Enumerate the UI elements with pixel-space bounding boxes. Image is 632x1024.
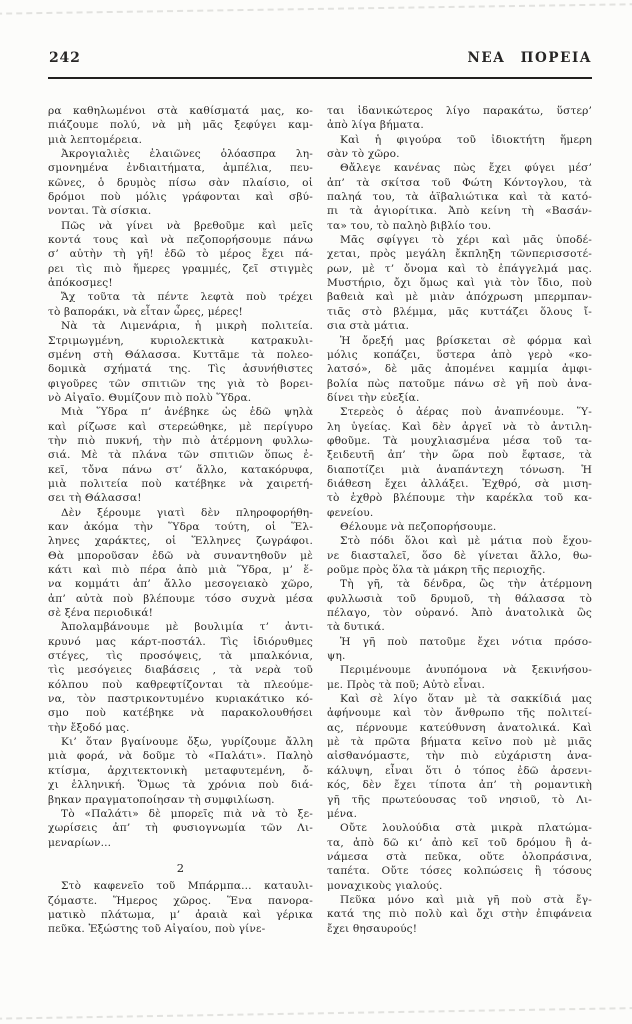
text-line: κτίσμα, ἀρχιτεκτονικὴ μεταφυτεμένη, ὄ- xyxy=(48,764,313,777)
text-line: κρυνό μας κάρτ-ποστάλ. Τὶς ἰδιόρυθμες xyxy=(48,635,313,648)
paragraph xyxy=(327,534,592,577)
text-line: Δὲν ξέρουμε γιατὶ δὲν πληροφορήθη- xyxy=(61,506,313,519)
page-number: 242 xyxy=(49,50,81,66)
paragraph xyxy=(327,520,592,534)
paragraph xyxy=(48,219,313,291)
text-line: Οὔτε λουλούδια στὰ μικρὰ πλατώμα- xyxy=(340,822,592,835)
text-line: φθοῦμε. Τὰ μουχλιασμένα μέσα τοῦ τα- xyxy=(327,434,592,447)
text-line: Στὸ καφενεῖο τοῦ Μπάρμπα... καταυλι- xyxy=(61,880,313,893)
text-line: νάμεσα στὰ πεῦκα, οὔτε ὁλοπράσινα, xyxy=(327,850,592,863)
section-number: 2 xyxy=(176,860,185,875)
paragraph xyxy=(327,233,592,333)
text-line: κός, δὲν ἔχει τίποτα ἀπ’ τὴ ρομαντικὴ xyxy=(327,779,592,792)
text-line: τὰ δυτικά. xyxy=(327,621,385,634)
text-line: τα, ἀπὸ δῶ κι’ ἀπὸ κεῖ τοῦ δρόμου ἢ ἀ- xyxy=(327,836,592,849)
text-line: Στριμωγμένη, κυριολεκτικὰ κατρακυλι- xyxy=(48,334,313,347)
text-line: τα» του, τὸ παληὸ βιβλίο του. xyxy=(327,219,492,232)
text-line: μιὰ πολιτεία ποὺ κατέβηκε νὰ χαιρετή- xyxy=(48,477,313,490)
paragraph xyxy=(327,161,592,233)
text-line: σ’ αὐτὴν τὴ γῆ! ἐδῶ τὸ μέρος ἔχει πά- xyxy=(48,248,313,261)
text-line: νε διασταλεῖ, ὅσο δὲ γίνεται ἄλλο, θω- xyxy=(327,549,592,562)
text-line: καὶ ρίζωσε καὶ στερεώθηκε, μὲ περίγυρο xyxy=(48,420,313,433)
text-line: δρόμοι ποὺ μόλις γράφονται καὶ σβύ- xyxy=(48,191,313,204)
text-line: ζόμαστε. Ἥμερος χῶρος. Ἕνα πανορα- xyxy=(48,894,313,907)
text-line: ξειδευτῆ ἀπ’ τὴν ὥρα ποὺ ἔφτασε, τὰ xyxy=(327,449,592,462)
text-line: χεται, πρὸς μεγάλη ἔκπληξη τῶνπερισσοτέ- xyxy=(327,248,592,261)
paragraph xyxy=(327,104,592,133)
paragraph xyxy=(48,879,313,936)
text-line: ρα καθηλωμένοι στὰ καθίσματά μας, κο- xyxy=(48,105,313,117)
text-line: Πεῦκα μόνο καὶ μιὰ γῆ ποὺ στὰ ἔγ- xyxy=(340,893,592,906)
text-line: Ἡ γῆ ποὺ πατοῦμε ἔχει νότια πρόσο- xyxy=(340,635,592,648)
text-line: κάτι καὶ πιὸ πέρα ἀπὸ μιὰ Ὕδρα, μ’ ἕ- xyxy=(48,564,313,576)
text-line: τὴν ἔξοδό μας. xyxy=(48,721,130,734)
paragraph xyxy=(327,635,592,664)
text-line: ἀπ’ τὰ σκίτσα τοῦ Φώτη Κόντογλου, τὰ xyxy=(327,176,592,189)
text-line: ματικὸ πλάτωμα, μ’ ἀραιὰ καὶ γέρικα xyxy=(48,908,313,921)
text-line: μόλις κοπάζει, ὕστερα ἀπὸ γερὸ «κο- xyxy=(327,348,592,361)
text-line: κατά της πιὸ πολὺ καὶ ὄχι στὴν ἐπιφάνεια xyxy=(327,908,592,921)
text-line: ρων, μὲ τ’ ὄνομα καὶ τὸ ἐπάγγελμά μας. xyxy=(327,262,592,275)
text-line: Τὸ «Παλάτι» δὲ μπορεῖς πιὰ νὰ τὸ ξε- xyxy=(61,807,313,820)
text-line: Καὶ ἡ φιγούρα τοῦ ἰδιοκτήτη ἥμερη xyxy=(340,133,592,146)
text-line: Θέλουμε νὰ πεζοπορήσουμε. xyxy=(340,520,497,533)
text-line: σὲ ξένα περιοδικά! xyxy=(48,607,154,620)
text-line: σὰν τὸ χῶρο. xyxy=(327,148,400,161)
text-line: μένα. xyxy=(327,807,358,820)
scan-edge-top xyxy=(0,2,632,15)
header-rule xyxy=(48,77,592,79)
text-line: χι ἑλληνική. Ὅμως τὰ χρόνια ποὺ διά- xyxy=(48,779,313,792)
text-line: λη ὑγείας. Καὶ δὲν ἀργεῖ νὰ τὸ ἀντιλη- xyxy=(327,420,592,433)
paragraph xyxy=(327,821,592,893)
text-line: ταπέτα. Οὔτε τόσες κολπώσεις ἢ τόσους xyxy=(327,865,592,878)
text-line: ἀφήνουμε καὶ τὸν ἄνθρωπο τῆς πολιτεί- xyxy=(327,707,592,720)
text-line: καν ἀκόμα τὴν Ὕδρα τούτη, οἱ Ἕλ- xyxy=(48,520,313,533)
text-line: να, τὸν παστρικοντυμένο κυριακάτικο κό- xyxy=(48,693,313,706)
paragraph xyxy=(48,104,313,147)
text-line: δομικὰ σχήματά της. Τὶς ἀσυνήθιστες xyxy=(48,363,313,376)
text-line: φενείου. xyxy=(327,506,374,519)
text-line: Ἀκρογιαλιὲς ἐλαιῶνες ὁλόασπρα λη- xyxy=(61,148,313,161)
paragraph xyxy=(327,893,592,936)
paragraph xyxy=(327,663,592,692)
paragraph xyxy=(327,405,592,520)
text-line: ρει τὶς πιὸ ἥμερες γραμμές, ζεῖ στιγμὲς xyxy=(48,262,313,275)
text-line: Μᾶς σφίγγει τὸ χέρι καὶ μᾶς ὑποδέ- xyxy=(340,234,592,247)
text-line: κῶνες, ὁ δρυμὸς πίσω σὰν πλαίσιο, οἱ xyxy=(48,176,313,189)
text-line: Θἄλεγε κανένας πὼς ἔχει φύγει μέσ’ xyxy=(340,162,592,175)
text-line: Τὴ γῆ, τὰ δένδρα, ὣς τὴν ἀτέρμονη xyxy=(340,578,592,591)
text-line: Ἀπολαμβάνουμε μὲ βουλιμία τ’ ἀντι- xyxy=(61,621,313,634)
text-line: Νὰ τὰ Λιμενάρια, ἡ μικρὴ πολιτεία. xyxy=(61,320,313,333)
text-line: ἀπ’ αὐτὰ ποὺ βλέπουμε τόσο συχνὰ μέσα xyxy=(48,592,313,605)
text-line: κάλυψη, εἶναι ὅτι ὁ τόπος ἐδῶ ἀρσενι- xyxy=(327,764,592,777)
paragraph xyxy=(48,620,313,735)
text-line: σμο ποὺ κατέβηκε νὰ παρακολουθήσει xyxy=(48,707,313,720)
text-line: δίνει τὴν εὐεξία. xyxy=(327,391,420,404)
scan-edge-bottom xyxy=(0,1006,632,1020)
text-line: πι τὰ ἁγιορίτικα. Ἀπὸ κείνη τὴ «Βασάν- xyxy=(327,205,592,218)
text-line: Στὸ πόδι ὅλοι καὶ μὲ μάτια ποὺ ἔχου- xyxy=(340,535,592,548)
paragraph xyxy=(327,577,592,634)
text-line: αἰσθανόμαστε, τὴν πιὸ εὐχάριστη ἀνα- xyxy=(327,750,592,763)
text-line: τὸ ἐχθρὸ βλέπουμε τὴν καρέκλα τοῦ κα- xyxy=(327,492,592,505)
text-line: μιὰ φορά, νὰ δοῦμε τὸ «Παλάτι». Παληὸ xyxy=(48,750,313,763)
text-line: κόλπου ποὺ καθρεφτίζονται τὰ πλεούμε- xyxy=(48,678,313,691)
text-line: Μυστήριο, ὄχι ὅμως καὶ γιὰ τὸν ἴδιο, ποὺ xyxy=(327,277,592,290)
text-line: Περιμένουμε ἀνυπόμονα νὰ ξεκινήσου- xyxy=(340,664,592,677)
text-line: Μιὰ Ὕδρα π’ ἀνέβηκε ὡς ἐδῶ ψηλὰ xyxy=(61,406,313,419)
paragraph xyxy=(327,334,592,406)
paragraph xyxy=(327,692,592,821)
text-line: τὴν πιὸ πυκνή, τὴν πιὸ ἀτέρμονη φυλλω- xyxy=(48,434,313,447)
text-line: μιὰ λεπτομέρεια. xyxy=(48,133,143,146)
text-line: στέγες, τὶς προσόψεις, τὰ μπαλκόνια, xyxy=(48,650,313,663)
paragraph xyxy=(48,319,313,405)
text-line: σμένη στὴ Θάλασσα. Κυττᾶμε τὰ πολεο- xyxy=(48,348,313,361)
text-line: Ἄχ τοῦτα τὰ πέντε λεφτὰ ποὺ τρέχει xyxy=(61,291,313,304)
page-header xyxy=(49,50,592,66)
text-line: κοντά τους καὶ νὰ πεζοπορήσουμε πάνω xyxy=(48,234,313,247)
text-line: βολία πὼς πατοῦμε πάνω σὲ γῆ ποὺ ἀνα- xyxy=(327,377,592,390)
text-columns xyxy=(48,104,592,937)
paragraph xyxy=(48,506,313,621)
text-line: φυλλωσιὰ τοῦ δρυμοῦ, τὴ θάλασσα τὸ xyxy=(327,592,592,605)
text-line: φιγοῦρες τῶν σπιτιῶν της γιὰ τὸ βορει- xyxy=(48,377,313,390)
text-line: Ἡ ὄρεξή μας βρίσκεται σὲ φόρμα καὶ xyxy=(340,334,592,347)
text-line: Στερεὸς ὁ ἀέρας ποὺ ἀναπνέουμε. Ὕ- xyxy=(340,406,592,419)
text-line: πέλαγο, τὸν οὐρανό. Ἀπὸ ἀνατολικὰ ὣς xyxy=(327,607,592,620)
text-line: διαποτίζει μιὰ ἀναπάντεχη τόνωση. Ἡ xyxy=(327,463,592,476)
text-line: μεναρίων... xyxy=(48,836,112,849)
paragraph xyxy=(48,807,313,850)
text-line: με. Πρὸς τὰ ποῦ; Αὐτὸ εἶναι. xyxy=(327,678,486,691)
text-line: Πῶς νὰ γίνει νὰ βρεθοῦμε καὶ μεῖς xyxy=(61,219,313,232)
text-line: παληά του, τὰ ἀϊβαλιώτικα καὶ τὰ κατό- xyxy=(327,191,592,204)
text-line: σμονημένα ἐνδιαιτήματα, ἀμπέλια, πευ- xyxy=(48,162,313,175)
paragraph xyxy=(48,290,313,319)
text-line: Καὶ σὲ λίγο ὅταν μὲ τὰ σακκίδιά μας xyxy=(340,693,592,706)
journal-title: ΝΕΑ ΠΟΡΕΙΑ xyxy=(467,50,592,66)
text-line: πιάζουμε πολύ, νὰ μὴ μᾶς ξεφύγει καμ- xyxy=(48,119,313,132)
text-line: τὶς μεσόγειες διαβάσεις , τὰ νερὰ τοῦ xyxy=(48,664,313,677)
text-line: Θὰ μποροῦσαν ἐδῶ νὰ συναντηθοῦν μὲ xyxy=(48,549,313,562)
text-line: μοναχικοὺς γιαλούς. xyxy=(327,879,443,892)
paragraph xyxy=(48,405,313,505)
paragraph xyxy=(48,147,313,219)
text-line: ψη. xyxy=(327,650,346,663)
text-line: νὸ Αἰγαῖο. Θυμίζουν πιὸ πολὺ Ὕδρα. xyxy=(48,391,252,404)
text-line: ληνες χαράκτες, οἱ Ἕλληνες ζωγράφοι. xyxy=(48,535,313,548)
text-line: γῆ τῆς πρωτεύουσας τοῦ νησιοῦ, τὸ Λι- xyxy=(327,793,592,806)
text-line: βηκαν πραγματοποίησαν τὴ συμφιλίωση. xyxy=(48,793,275,806)
text-line: πεῦκα. Ἐξώστης τοῦ Αἰγαίου, ποὺ γίνε- xyxy=(48,923,266,936)
text-line: σιά. Μὲ τὰ πλάνα τῶν σπιτιῶν ὅπως ἐ- xyxy=(48,449,313,462)
text-line: λατσό», δὲ μᾶς ἀπομένει καμμία ἀμφι- xyxy=(327,363,592,376)
text-line: ἀπόκοσμες! xyxy=(48,277,113,290)
text-column-right xyxy=(327,104,592,937)
text-line: ἀπὸ λίγα βήματα. xyxy=(327,119,424,132)
text-line: μὲ τὰ πρῶτα βήματα κεῖνο ποὺ μὲ μιᾶς xyxy=(327,736,592,749)
text-line: να κομμάτι ἀπ’ ἄλλο μεσογειακὸ χῶρο, xyxy=(48,578,313,591)
text-line: νονται. Τὰ σίσκια. xyxy=(48,205,152,218)
text-line: ας, πέρνουμε κατεύθυνση ἀνατολικά. Καὶ xyxy=(327,721,592,734)
text-line: ἔχει θησαυρούς! xyxy=(327,922,418,935)
text-line: τιᾶς στὸ βλέμμα, μᾶς κυττάζει ὅλους ἴ- xyxy=(327,305,592,318)
text-line: κεῖ, τὄνα πάνω στ’ ἄλλο, κατακόρυφα, xyxy=(48,463,313,476)
text-line: τὸ βαποράκι, νὰ εἶταν ὧρες, μέρες! xyxy=(48,305,243,318)
paragraph xyxy=(48,735,313,807)
text-line: σια στὰ μάτια. xyxy=(327,320,410,333)
text-line: βαθειὰ καὶ μὲ μιὰν ἀπόχρωση μπερμπαν- xyxy=(327,291,592,304)
paragraph xyxy=(327,133,592,162)
text-line: Κι’ ὅταν βγαίνουμε ὄξω, γυρίζουμε ἄλλη xyxy=(61,736,313,749)
text-line: διάθεση ἔχει ἀλλάξει. Ἐχθρό, σὰ μιση- xyxy=(327,477,592,490)
text-line: χωρίσεις ἀπ’ τὴ φυσιογνωμία τῶν Λι- xyxy=(48,822,313,835)
text-line: ροῦμε πρὸς ὅλα τὰ μάκρη τῆς περιοχῆς. xyxy=(327,564,546,576)
text-line: σει τὴ Θάλασσα! xyxy=(48,492,142,505)
text-column-left xyxy=(48,104,313,937)
text-line: ται ἰδανικώτερος λίγο παρακάτω, ὕστερ’ xyxy=(327,105,592,117)
